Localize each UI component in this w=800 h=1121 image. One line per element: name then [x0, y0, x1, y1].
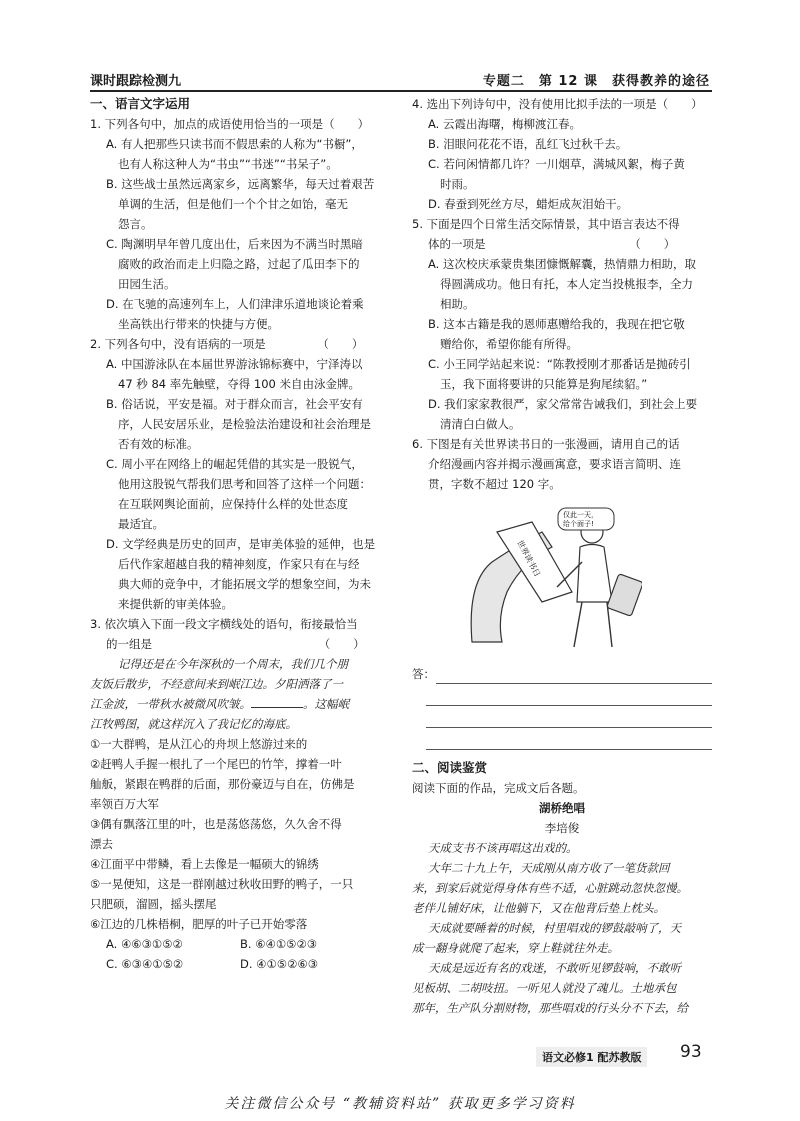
q3-sentence-4: ④江面平中带鳞，看上去像是一幅硕大的锦绣 — [90, 857, 319, 871]
q5-option-a: A. 这次校庆承蒙贵集团慷慨解囊，热情鼎力相助，取 — [428, 257, 696, 271]
q6-answer-line1[interactable] — [436, 669, 712, 684]
q2-option-d-cont3: 来提供新的审美体验。 — [118, 597, 233, 611]
q2-option-b-cont2: 否有效的标准。 — [118, 437, 199, 451]
q2-option-c-cont3: 最适宜。 — [118, 517, 164, 531]
q3-passage-line4: 江牧鸭图，就这样沉入了我记忆的海底。 — [90, 717, 297, 731]
story-para2-cont: 来，到家后就觉得身体有些不适，心脏跳动忽快忽慢。 — [412, 881, 688, 895]
story-para4: 天成是远近有名的戏迷，不敢听见锣鼓响，不敢听 — [428, 961, 681, 975]
q1-option-b-cont2: 怨言。 — [118, 217, 153, 231]
header-right-title: 专题二 第 12 课 获得教养的途径 — [482, 74, 710, 89]
story-para1: 天成支书不该再唱这出戏的。 — [428, 841, 578, 855]
footer-wechat-note: 关注微信公众号 “教辅资料站” 获取更多学习资料 — [224, 1096, 576, 1112]
q2-option-d-cont2: 典大师的竞争中，才能拓展文学的想象空间，为未 — [118, 577, 371, 591]
q3-passage-line1: 记得还是在今年深秋的一个周末，我们几个朋 — [118, 657, 348, 671]
q5-option-d-cont: 清清白白做人。 — [440, 417, 521, 431]
q3-options-ab — [90, 934, 390, 954]
q3-sentence-5-cont: 只肥硕，溜圆，摇头摆尾 — [90, 897, 217, 911]
q2-stem: 2. 下列各句中，没有语病的一项是 （ ） — [90, 337, 364, 351]
q1-option-b-cont: 单调的生活，但是他们一个个甘之如饴，毫无 — [118, 197, 348, 211]
q5-option-b: B. 这本古籍是我的恩师惠赠给我的，我现在把它敬 — [428, 317, 685, 331]
q4-option-d: D. 春蚕到死丝方尽，蜡炬成灰泪始干。 — [428, 197, 629, 211]
q5-option-a-cont2: 相助。 — [440, 297, 475, 311]
reading-intro: 阅读下面的作品，完成文后各题。 — [412, 781, 585, 795]
q1-option-c: C. 陶渊明早年曾几度出仕，后来因为不满当时黑暗 — [106, 237, 363, 251]
q1-option-d-cont: 坐高铁出行带来的快捷与方便。 — [118, 317, 279, 331]
q3-stem: 3. 依次填入下面一段文字横线处的语句，衔接最恰当 — [90, 617, 358, 631]
q6-answer-row — [412, 664, 712, 684]
q5-option-c: C. 小王同学站起来说：“陈教授刚才那番话是抛砖引 — [428, 357, 691, 371]
right-column — [412, 94, 712, 1018]
q3-sentence-2-cont2: 率领百万大军 — [90, 797, 159, 811]
q3-passage-line3 — [90, 694, 390, 714]
reading-day-cartoon — [462, 502, 642, 652]
q1-option-a: A. 有人把那些只读书而不假思索的人称为“书橱”， — [106, 137, 363, 151]
story-para2-cont2: 老伴儿铺好床，让他躺下，又在他背后垫上枕头。 — [412, 901, 665, 915]
q1-option-a-cont: 也有人称这种人为“书虫”“书迷”“书呆子”。 — [118, 157, 338, 171]
q3-sentence-5: ⑤一晃便知，这是一群刚越过秋收田野的鸭子，一只 — [90, 877, 354, 891]
q2-option-c-cont2: 在互联网舆论面前，应保持什么样的处世态度 — [118, 497, 348, 511]
q6-answer-line2[interactable] — [426, 684, 712, 706]
section-reading-title: 二、阅读鉴赏 — [412, 760, 488, 775]
q2-option-b-cont: 序，人民安居乐业，是检验法治建设和社会治理是 — [118, 417, 371, 431]
q3-options-cd — [90, 954, 390, 974]
q4-option-c: C. 若问闲情都几许？一川烟草，满城风絮，梅子黄 — [428, 157, 685, 171]
q3-sentence-3: ③偶有飘落江里的叶，也是荡悠荡悠，久久舍不得 — [90, 817, 342, 831]
q2-option-a-cont: 47 秒 84 率先触壁，夺得 100 米自由泳金牌。 — [118, 377, 360, 391]
cartoon-tablet — [607, 574, 642, 617]
header-rule — [90, 90, 712, 92]
q2-option-d: D. 文学经典是历史的回声，是审美体验的延伸，也是 — [106, 537, 376, 551]
q3-option-d: D. ④①⑤②⑥③ — [240, 957, 319, 971]
q5-stem: 5. 下面是四个日常生活交际情景，其中语言表达不得 — [412, 217, 680, 231]
q2-option-c-cont: 他用这股锐气帮我们思考和回答了这样一个问题： — [118, 477, 371, 491]
cartoon-person-body — [577, 545, 612, 603]
left-column — [90, 94, 390, 974]
q3-sentence-2-cont: 舢舨，紧跟在鸭群的后面，那份豪迈与自在，仿佛是 — [90, 777, 355, 791]
story-para2: 大年二十九上午，天成刚从南方收了一笔货款回 — [428, 861, 670, 875]
q3-stem-cont: 的一组是 （ ） — [106, 637, 365, 651]
header-left-title: 课时跟踪检测九 — [90, 74, 182, 89]
q5-option-a-cont: 得圆满成功。他日有托，本人定当投桃报李，全力 — [440, 277, 693, 291]
q5-option-c-cont: 玉，我下面将要讲的只能算是狗尾续貂。” — [440, 377, 648, 391]
q4-option-b: B. 泪眼问花花不语，乱红飞过秋千去。 — [428, 137, 628, 151]
page-number: 93 — [680, 1042, 702, 1062]
q6-stem: 6. 下图是有关世界读书日的一张漫画，请用自己的话 — [412, 437, 680, 451]
q5-option-b-cont: 赠给你，希望你能有所得。 — [440, 337, 578, 351]
q1-option-c-cont: 腐败的政治而走上归隐之路，过起了瓜田李下的 — [118, 257, 360, 271]
q2-option-d-cont: 后代作家超越自我的精神刻度，作家只有在与经 — [118, 557, 360, 571]
q6-stem-cont: 介绍漫画内容并揭示漫画寓意，要求语言简明、连 — [428, 457, 681, 471]
q2-option-c: C. 周小平在网络上的崛起凭借的其实是一股锐气， — [106, 457, 363, 471]
story-author: 李培俊 — [544, 821, 580, 835]
q2-option-b: B. 俗话说，平安是福。对于群众而言，社会平安有 — [106, 397, 363, 411]
q6-answer-line3[interactable] — [426, 706, 712, 728]
story-para4-cont: 见板胡、二胡吱扭。一听见人就没了魂儿。土地承包 — [412, 981, 677, 995]
cartoon-banner-text: 世界读书日 — [515, 538, 542, 579]
footer-book-label: 语文必修1 配苏教版 — [536, 1047, 647, 1067]
q4-option-c-cont: 时雨。 — [440, 177, 475, 191]
q3-option-b: B. ⑥④①⑤②③ — [240, 937, 318, 951]
q3-option-a: A. ④⑥③①⑤② — [106, 937, 183, 951]
q1-stem: 1. 下列各句中，加点的成语使用恰当的一项是（ ） — [90, 117, 370, 131]
q3-sentence-2: ②赶鸭人手握一根扎了一个尾巴的竹竿，撑着一叶 — [90, 757, 342, 771]
q6-stem-cont2: 贯，字数不超过 120 字。 — [428, 477, 561, 491]
section-language-title: 一、语言文字运用 — [90, 96, 191, 111]
q6-answer-label: 答： — [412, 667, 435, 681]
q3-sentence-1: ①一大群鸭，是从江心的舟坝上悠游过来的 — [90, 737, 308, 751]
q3-sentence-3-cont: 漂去 — [90, 837, 113, 851]
q5-stem-cont: 体的一项是 （ ） — [428, 237, 676, 251]
story-title: 湖桥绝唱 — [539, 801, 585, 815]
q4-option-a: A. 云霞出海曙，梅柳渡江春。 — [428, 117, 581, 131]
q4-stem: 4. 选出下列诗句中，没有使用比拟手法的一项是（ ） — [412, 97, 703, 111]
cartoon-bubble-line1: 仅此一天， — [563, 511, 598, 519]
q6-answer-line4[interactable] — [426, 728, 712, 750]
story-para3-cont: 成一翻身就爬了起来，穿上鞋就往外走。 — [412, 941, 619, 955]
q3-option-c: C. ⑥③④①⑤② — [106, 957, 184, 971]
story-para4-cont2: 那年，生产队分割财物，那些唱戏的行头分不下去，给 — [412, 1001, 688, 1015]
q3-fill-blank — [251, 695, 303, 708]
cartoon-bubble-line2: 给个面子! — [563, 520, 594, 528]
q1-option-b: B. 这些战士虽然远离家乡，远离繁华，每天过着艰苦 — [106, 177, 375, 191]
q1-option-d: D. 在飞驰的高速列车上，人们津津乐道地谈论着乘 — [106, 297, 364, 311]
q3-passage-line2: 友饭后散步，不经意间来到岷江边。夕阳洒落了一 — [90, 677, 343, 691]
q5-option-d: D. 我们家家教很严，家父常常告诫我们，到社会上要 — [428, 397, 698, 411]
q3-sentence-6: ⑥江边的几株梧桐，肥厚的叶子已开始零落 — [90, 917, 308, 931]
cartoon-person-legs — [574, 602, 612, 647]
q2-option-a: A. 中国游泳队在本届世界游泳锦标赛中，宁泽涛以 — [106, 357, 363, 371]
q3-passage-line3a: 江金波，一带秋水被微风吹皱。 — [90, 697, 251, 711]
story-para3: 天成就要睡着的时候，村里唱戏的锣鼓敲响了，天 — [428, 921, 681, 935]
q1-option-c-cont2: 田园生活。 — [118, 277, 176, 291]
q3-passage-line3b: 。这幅岷 — [303, 697, 349, 711]
